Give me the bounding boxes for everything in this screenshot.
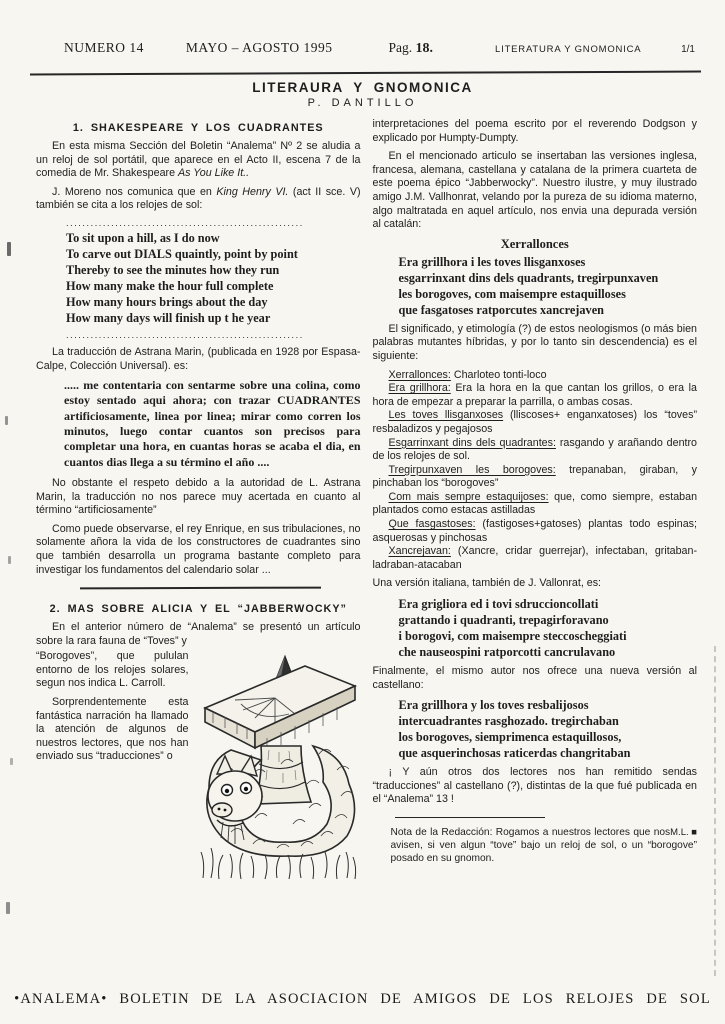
poem-line: che nauseospini ratporcotti cancrulavano (398, 645, 616, 660)
paragraph: J. Moreno nos comunica que en King Henry VI. (act II sce. V) también se cita a los relojes de sol: (36, 185, 361, 212)
note-signature: M.L. ■ (670, 827, 697, 838)
poem-line: esgarrinxant dins dels quadrants, tregirpunxaven (398, 270, 659, 285)
poem-line: que fasgatoses ratporcutes xancrejaven (398, 302, 604, 317)
sundial-tove-illustration (197, 652, 361, 880)
poem-line: How many days will finish up t he year (66, 310, 271, 325)
definition: Esgarrinxant dins dels quadrantes: rasgando y arañando dentro de los relojes de sol. (372, 436, 697, 463)
dotted-separator: .......................................................... (66, 217, 304, 228)
paragraph: La traducción de Astrana Marin, (publicada en 1928 por Espasa-Calpe, Colección Universal). es: (36, 345, 361, 372)
paragraph: Finalmente, el mismo autor nos ofrece una nueva versión al castellano: (372, 665, 697, 691)
italian-poem (399, 596, 698, 660)
poem-line: How many make the hour full complete (66, 278, 274, 293)
definition: Que fasgastoses: (fastigoses+gatoses) plantas todo espinas; asquerosas y pinchosas (372, 518, 697, 544)
dotted-separator: .......................................................... (66, 329, 304, 340)
poem-line: que asquerinchosas raticerdas changritaban (398, 746, 631, 761)
poem-line: Era grillhora i les toves llisganxoses (398, 254, 586, 269)
article-title: LITERAURA Y GNOMONICA (252, 80, 473, 95)
two-column-body (36, 118, 697, 978)
note-label: Nota de la Redacción: (390, 827, 493, 838)
sheet-counter: 1/1 (681, 44, 695, 55)
poem-line: To carve out DIALS quaintly, point by point (66, 246, 298, 261)
catalan-poem (399, 254, 698, 318)
paragraph: ¡ Y aún otros dos lectores nos han remitido sendas “traducciones” al castellano (?), distintas de la que fué publicada en el “Analema” 13 ! (372, 766, 697, 806)
article-title-block (0, 80, 725, 109)
definition: Com mais sempre estaquijoses: que, como siempre, estaban plantados como estacas astilladas (372, 490, 698, 517)
definition: Les toves llisganxoses (lliscoses+ enganxatoses) los “toves” resbaladizos y pegajosos (372, 409, 697, 435)
page-number: Pag. 18. (388, 40, 434, 56)
paragraph: En el mencionado articulo se insertaban las versiones inglesa, francesa, alemana, castellana y catalana de la primera cuarteta de este poema épico “Jabberwocky”. Nuestro ilustre, y muy ilustrado amigo J.M. Vallhonrat, velando por la pureza de su idioma materno, algo maltratada en aquel artículo, nos envia una depurada versión al catalán: (372, 150, 697, 231)
paragraph: El significado, y etimología (?) de estos neologismos (o más bien palabras mutantes híbridas, y por lo tanto sin descendencia) es el siguiente: (372, 322, 697, 362)
scan-artifact (5, 416, 8, 425)
poem-line: les borogoves, com maisempre estaquilloses (398, 286, 626, 301)
article-author: P. DANTILLO (307, 97, 418, 109)
issue-period: MAYO – AGOSTO 1995 (185, 40, 333, 55)
scan-artifact (7, 242, 11, 256)
section2-heading: 2. MAS SOBRE ALICIA Y EL “JABBERWOCKY” (49, 603, 347, 616)
section1-heading: 1. SHAKESPEARE Y LOS CUADRANTES (72, 122, 324, 134)
paragraph: “Borogoves”, que pululan entorno de los relojes solares, segun nos indica L. Carroll. (36, 650, 189, 690)
definition: Xerrallonces: Charloteo tonti-loco (388, 368, 547, 381)
page-header (36, 40, 695, 57)
paragraph: En esta misma Sección del Boletin “Analema” Nº 2 se aludia a un reloj de sol portátil, que aparece en el Acto II, escena 7 de la comedia de Mr. Shakespeare As You Like It.. (36, 140, 361, 180)
paragraph: Sorprendentemente esta fantástica narración ha llamado la atención de algunos de nuestros lectores, que nos han enviado sus “traducciones” o (36, 696, 189, 763)
translation-quote: ..... me contentaria con sentarme sobre una colina, como estoy sentado aqui ahora; con trazar CUADRANTES artificiosamente, linea por linea; mirar como corren los minutos, luego contar cuantos son precisos para completar una hora, en cuantas horas se acaba el dia, en cuantos dias llega a su término el año .... (64, 378, 361, 469)
definition: Xancrejavan: (Xancre, cridar guerrejar), infectaban, gritaban-ladraban-atacaban (372, 545, 697, 571)
nota-divider-rule (395, 817, 545, 818)
scan-artifact (10, 758, 13, 765)
poem-line: los borogoves, siemprimenca estaquillosos, (398, 730, 622, 745)
right-column (373, 118, 698, 978)
castilian-poem (399, 697, 698, 761)
scan-artifact (6, 902, 10, 914)
editorial-note: M.L. ■ Nota de la Redacción: Rogamos a nuestros lectores que nos avisen, si ven algun “tove” bajo un reloj de sol, o un “borogove” posado en su gnomon. (390, 827, 697, 865)
definition: Tregirpunxaven les borogoves: trepanaban, giraban, y pinchaban los “borogoves” (372, 463, 697, 490)
left-column (36, 118, 361, 978)
definition: Era grillhora: Era la hora en la que cantan los grillos, o era la hora de empezar a preparar la parrilla, o ambas cosas. (372, 382, 697, 408)
poem-line: Thereby to see the minutes how they run (66, 262, 280, 277)
illustrated-text-block (36, 650, 361, 880)
poem-line: grattando i quadranti, trepagirforavano (398, 613, 609, 628)
scan-artifact (714, 646, 716, 976)
poem-line: To sit upon a hill, as I do now (66, 230, 220, 245)
poem-line: intercuadrantes rasghozado. tregirchaban (398, 714, 619, 729)
bulletin-footer: •ANALEMA• BOLETIN DE LA ASOCIACION DE AMIGOS DE LOS RELOJES DE SOL (14, 991, 711, 1007)
section-divider-rule (80, 587, 321, 590)
poem-line: How many hours brings about the day (66, 294, 268, 309)
paragraph: No obstante el respeto debido a la autoridad de L. Astrana Marin, la traducción no nos parece muy acertada en cuanto al término “artificiosamente” (36, 476, 361, 517)
poem-line: Era grillhora y los toves resbalijosos (398, 698, 589, 713)
header-rule (30, 71, 701, 76)
paragraph: Una versión italiana, también de J. Vallonrat, es: (372, 577, 602, 590)
paragraph: En el anterior número de “Analema” se presentó un artículo sobre la rara fauna de “Toves” y (36, 621, 361, 647)
running-title: LITERATURA Y GNOMONICA (495, 44, 642, 55)
catalan-poem-title: Xerrallonces (500, 236, 569, 251)
paragraph: Como puede observarse, el rey Enrique, en sus tribulaciones, no solamente añora la vida de los constructores de cuadrantes sino que también desarrolla un programa bastante completo para investigar los fundamentos del calendario solar ... (36, 522, 361, 576)
paragraph: interpretaciones del poema escrito por el reverendo Dodgson y explicado por Humpty-Dumpty. (372, 118, 697, 144)
poem-line: i borogovi, com maisempre steccoscheggiati (398, 629, 627, 644)
poem-line: Era grigliora ed i tovi sdruccioncollati (398, 597, 599, 612)
issue-number: NUMERO 14 (64, 40, 144, 55)
neologism-definitions (373, 369, 698, 573)
shakespeare-poem (66, 230, 361, 326)
scan-artifact (8, 556, 11, 564)
